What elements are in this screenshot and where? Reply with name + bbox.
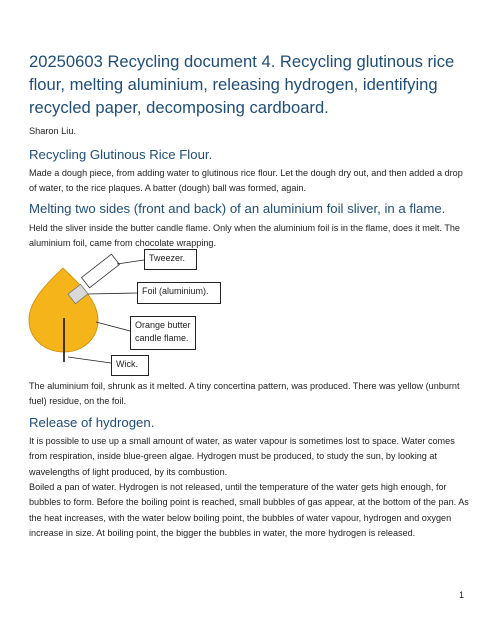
label-wick: Wick.: [111, 355, 149, 376]
label-tweezer: Tweezer.: [144, 249, 197, 270]
tweezer-pointer: [117, 260, 144, 264]
label-foil: Foil (aluminium).: [137, 282, 221, 304]
paragraph-hydrogen-2: Boiled a pan of water. Hydrogen is not released, until the temperature of the water gets high enough, for bubbles to form. Before the boiling point is reached, small bubbles of gas appear, at the bottom of the pan. As the heat increases, with the water below boiling point, the bubbles of water vapour, hydrogen and oxygen increase in size. At boiling point, the bigger the bubbles in water, the more hydrogen is released.: [29, 482, 469, 539]
paragraph-melting-aluminium-1: Held the sliver inside the butter candle flame. Only when the aluminium foil is in the flame, does it melt. The aluminium foil, came from chocolate wrapping.: [29, 223, 460, 249]
heading-hydrogen: Release of hydrogen.: [29, 415, 155, 430]
label-flame: Orange butter candle flame.: [130, 316, 196, 350]
heading-rice-flour: Recycling Glutinous Rice Flour.: [29, 147, 213, 162]
page-number: 1: [459, 590, 465, 600]
paragraph-melting-aluminium-2: The aluminium foil, shrunk as it melted. A tiny concertina pattern, was produced. There was yellow (unburnt fuel) residue, on the foil.: [29, 381, 460, 407]
foil-pointer: [88, 293, 137, 294]
paragraph-hydrogen-1: It is possible to use up a small amount of water, as water vapour is sometimes lost to space. Water comes from respiration, inside blue-green algae. Hydrogen must be produced, to study the sun, by looking at wavelengths of light produced, by its combustion.: [29, 436, 455, 477]
heading-melting-aluminium: Melting two sides (front and back) of an aluminium foil sliver, in a flame.: [29, 201, 446, 216]
flame-pointer: [96, 322, 130, 331]
tweezer-shape: [82, 254, 120, 288]
paragraph-rice-flour: Made a dough piece, from adding water to glutinous rice flour. Let the dough dry out, and then added a drop of water, to the rice plaques. A batter (dough) ball was formed, again.: [29, 168, 463, 194]
document-title: 20250603 Recycling document 4. Recycling glutinous rice flour, melting aluminium, releasing hydrogen, identifying recycled paper, decomposing cardboard.: [29, 52, 455, 117]
author-name: Sharon Liu.: [29, 126, 76, 136]
wick-pointer: [68, 357, 111, 363]
